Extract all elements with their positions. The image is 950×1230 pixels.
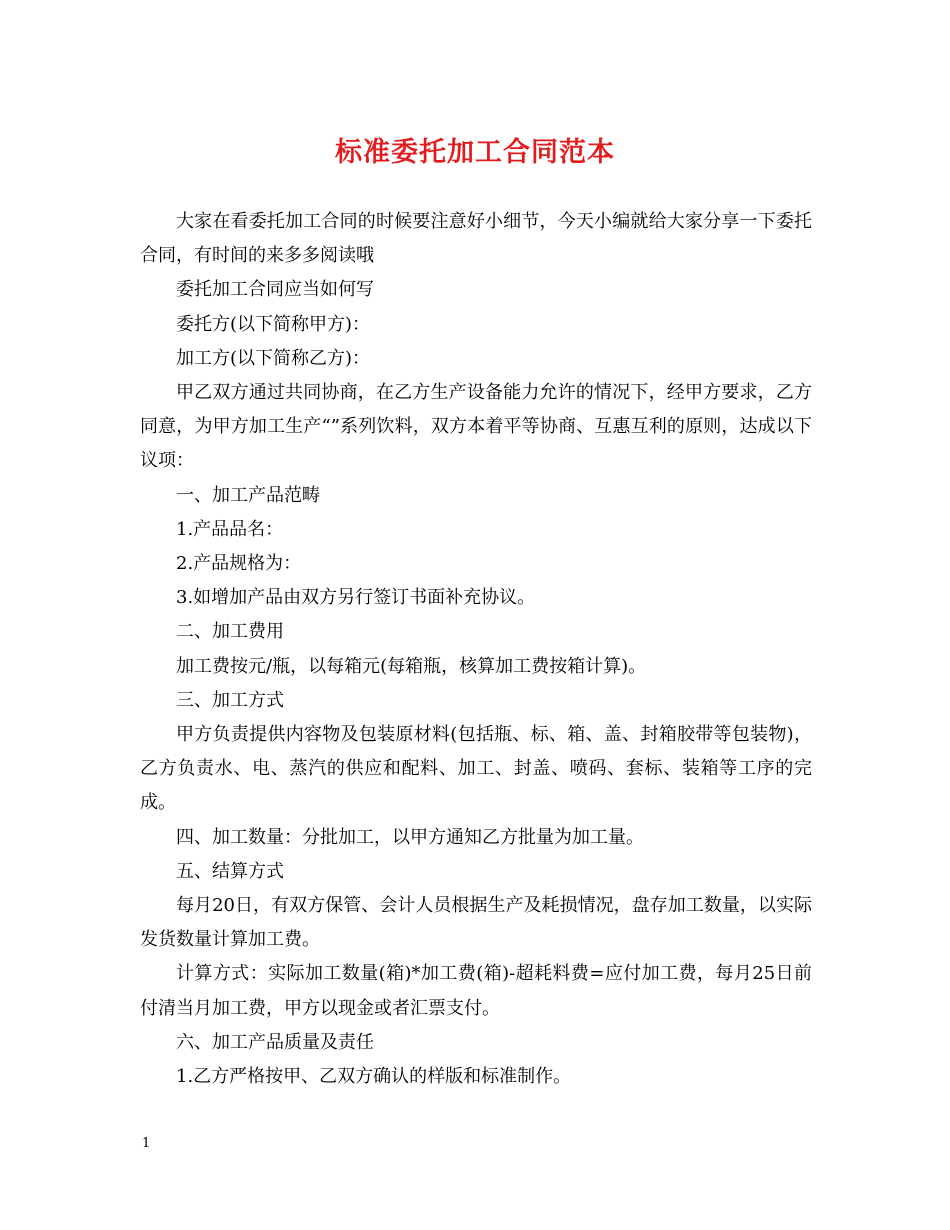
paragraph-quality-terms: 1.乙方严格按甲、乙双方确认的样版和标准制作。	[176, 1066, 572, 1088]
page-number: 1	[142, 1136, 151, 1151]
paragraph-how-to-write: 委托加工合同应当如何写	[176, 279, 374, 301]
paragraph-method-terms: 甲方负责提供内容物及包装原材料(包括瓶、标、箱、盖、封箱胶带等包装物)，乙方负责水、电、蒸汽的供应和配料、加工、封盖、喷码、套标、装箱等工序的完成。	[140, 724, 812, 814]
section-heading-processing-quantity: 四、加工数量：分批加工，以甲方通知乙方批量为加工量。	[176, 826, 644, 848]
section-heading-processing-method: 三、加工方式	[176, 689, 284, 711]
section-heading-quality: 六、加工产品质量及责任	[176, 1031, 374, 1053]
section-heading-processing-fee: 二、加工费用	[176, 621, 284, 643]
paragraph-intro: 大家在看委托加工合同的时候要注意好小细节，今天小编就给大家分享一下委托合同，有时间的来多多阅读哦	[140, 211, 812, 267]
paragraph-party-a: 委托方(以下简称甲方)：	[176, 313, 371, 335]
paragraph-product-name: 1.产品品名：	[176, 518, 284, 540]
paragraph-settlement-terms: 每月20日，有双方保管、会计人员根据生产及耗损情况，盘存加工数量，以实际发货数量计算加工费。	[140, 895, 812, 951]
document-body	[140, 205, 812, 1094]
paragraph-product-spec: 2.产品规格为：	[176, 553, 302, 575]
paragraph-fee-terms: 加工费按元/瓶，以每箱元(每箱瓶，核算加工费按箱计算)。	[176, 655, 647, 677]
paragraph-agreement: 甲乙双方通过共同协商，在乙方生产设备能力允许的情况下，经甲方要求，乙方同意，为甲方加工生产“”系列饮料，双方本着平等协商、互惠互利的原则，达成以下议项：	[140, 382, 812, 472]
section-heading-product-scope: 一、加工产品范畴	[176, 484, 320, 506]
paragraph-party-b: 加工方(以下简称乙方)：	[176, 347, 371, 369]
document-title: 标准委托加工合同范本	[335, 137, 615, 168]
paragraph-calculation-method: 计算方式：实际加工数量(箱)*加工费(箱)-超耗料费=应付加工费，每月25日前付清当月加工费，甲方以现金或者汇票支付。	[140, 963, 812, 1019]
section-heading-settlement: 五、结算方式	[176, 860, 284, 882]
paragraph-additional-products: 3.如增加产品由双方另行签订书面补充协议。	[176, 587, 536, 609]
